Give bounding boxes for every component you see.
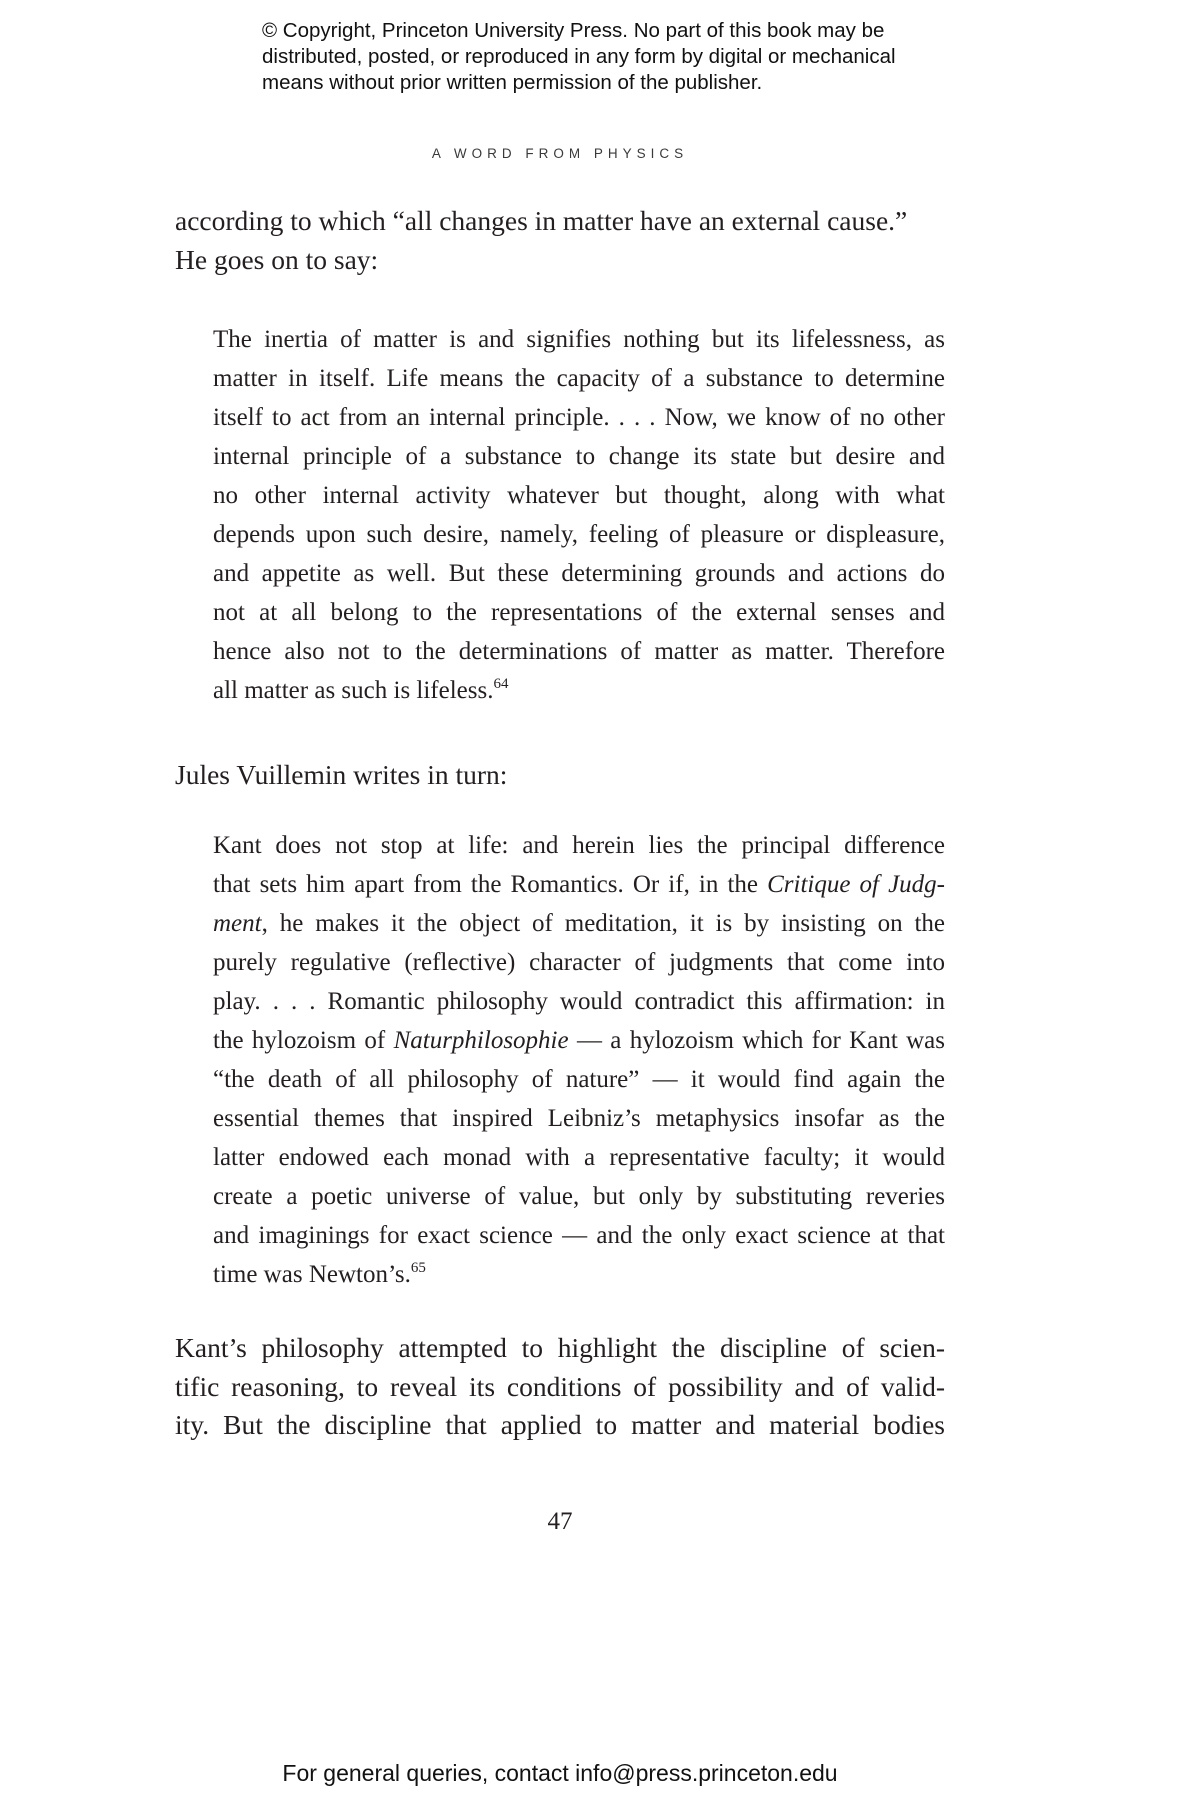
text-line: create a poetic universe of value, but only by substituting reveries [213,1183,945,1210]
text-line: hence also not to the determinations of matter as matter. Therefore [213,638,945,665]
book-title-italic: Critique of Judg- [767,871,945,898]
copyright-line: © Copyright, Princeton University Press. No part of this book may be [262,19,885,42]
text-line: matter in itself. Life means the capacity of a substance to determine [213,365,945,392]
paragraph-vuillemin-intro [175,756,945,795]
footer-contact: For general queries, contact info@press.princeton.edu [282,1760,838,1786]
text-line: not at all belong to the representations of the external senses and [213,599,945,626]
copyright-line: distributed, posted, or reproduced in any form by digital or mechanical [262,45,896,68]
copyright-notice [262,18,982,96]
text-line: Kant does not stop at life: and herein lies the principal difference [213,832,945,859]
text-run: that sets him apart from the Romantics. Or if, in the [213,871,768,898]
text-run: — a hylozoism which for Kant was [568,1027,946,1054]
text-line-last [213,671,945,710]
text-line: and imaginings for exact science — and the only exact science at that [213,1222,945,1249]
text-line: latter endowed each monad with a representative faculty; it would [213,1144,945,1171]
term-italic: Naturphilosophie [393,1027,569,1054]
text-run: time was Newton’s. [213,1261,411,1288]
book-title-italic: ment [213,910,262,937]
text-line: depends upon such desire, namely, feeling of pleasure or displeasure, [213,521,945,548]
paragraph-kant-philosophy [175,1329,945,1445]
text-run: the hylozoism of [213,1027,394,1054]
footnote-ref-64: 64 [493,676,509,692]
text-line: and appetite as well. But these determining grounds and actions do [213,560,945,587]
text-run: , he makes it the object of meditation, it is by insisting on the [261,910,945,937]
text-line: He goes on to say: [175,243,379,275]
text-line-last [213,1255,945,1294]
text-line: play. . . . Romantic philosophy would contradict this affirmation: in [213,988,945,1015]
text-line: The inertia of matter is and signifies nothing but its lifelessness, as [213,326,945,353]
text-line: internal principle of a substance to change its state but desire and [213,443,945,470]
copyright-line: means without prior written permission of the publisher. [262,71,763,94]
text-line: essential themes that inspired Leibniz’s metaphysics insofar as the [213,1105,945,1132]
running-head: A WORD FROM PHYSICS [431,146,689,161]
text-line [213,1021,945,1060]
text-line: Kant’s philosophy attempted to highlight the discipline of scien- [175,1332,945,1363]
text-run: all matter as such is lifeless. [213,677,494,704]
text-line: purely regulative (reflective) character of judgments that come into [213,949,945,976]
footnote-ref-65: 65 [410,1260,426,1276]
text-line: Jules Vuillemin writes in turn: [175,759,508,790]
paragraph-intro [175,202,945,279]
text-line [213,865,945,904]
block-quote-kant [213,320,945,710]
page-number: 47 [547,1508,573,1535]
text-line: “the death of all philosophy of nature” — it would find again the [213,1066,945,1093]
block-quote-vuillemin [213,826,945,1294]
text-line: tific reasoning, to reveal its conditions of possibility and of valid- [175,1370,945,1402]
text-line [213,904,945,943]
text-line: itself to act from an internal principle. . . . Now, we know of no other [213,404,945,431]
text-line: ity. But the discipline that applied to matter and material bodies [175,1409,945,1440]
text-line: no other internal activity whatever but thought, along with what [213,482,945,509]
text-line: according to which “all changes in matter have an external cause.” [175,205,908,236]
